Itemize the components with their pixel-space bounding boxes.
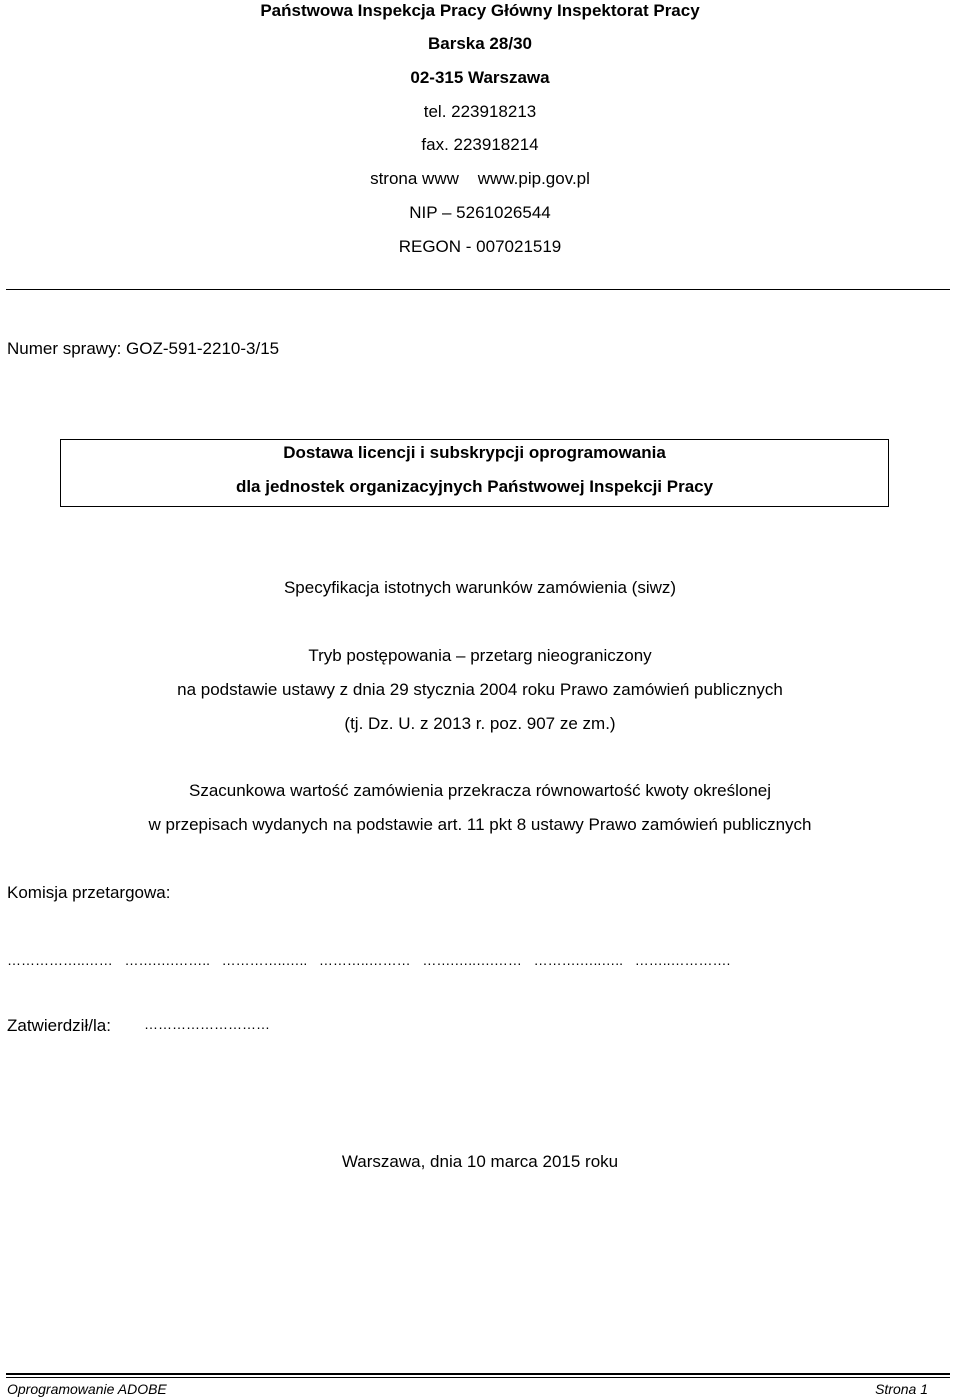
title-line-1: Dostawa licencji i subskrypcji oprogramowania — [283, 443, 666, 462]
procedure-line-3: (tj. Dz. U. z 2013 r. poz. 907 ze zm.) — [344, 714, 616, 733]
estimate-line-2: w przepisach wydanych na podstawie art. 11 pkt 8 ustawy Prawo zamówień publicznych — [148, 815, 812, 834]
case-number: Numer sprawy: GOZ-591-2210-3/15 — [7, 339, 280, 358]
footer-divider — [6, 1373, 950, 1375]
specification-heading: Specyfikacja istotnych warunków zamówienia (siwz) — [283, 578, 677, 597]
procedure-line-1: Tryb postępowania – przetarg nieograniczony — [308, 646, 652, 665]
header-divider — [6, 289, 950, 290]
org-tel: tel. 223918213 — [423, 102, 537, 121]
org-website: strona www www.pip.gov.pl — [370, 169, 590, 188]
estimate-line-1: Szacunkowa wartość zamówienia przekracza równowartość kwoty określonej — [188, 781, 772, 800]
committee-label: Komisja przetargowa: — [7, 883, 171, 902]
org-name: Państwowa Inspekcja Pracy Główny Inspektorat Pracy — [260, 1, 700, 20]
org-fax: fax. 223918214 — [421, 135, 539, 154]
org-nip: NIP – 5261026544 — [409, 203, 551, 222]
place-and-date: Warszawa, dnia 10 marca 2015 roku — [341, 1152, 619, 1171]
committee-signature-lines: ……………..…… …….….…….. …………..….. ………..……… …….…..….…… ……….…..….. ……..…………. — [7, 952, 731, 968]
procedure-line-2: na podstawie ustawy z dnia 29 stycznia 2004 roku Prawo zamówień publicznych — [177, 680, 783, 699]
footer-title: Oprogramowanie ADOBE — [7, 1381, 167, 1397]
org-city: 02-315 Warszawa — [410, 68, 550, 87]
title-box — [60, 439, 889, 507]
approved-signature-line: ……………………… — [144, 1016, 270, 1032]
page-number: Strona 1 — [875, 1381, 928, 1397]
title-line-2: dla jednostek organizacyjnych Państwowej Inspekcji Pracy — [235, 477, 714, 496]
footer-divider-thin — [6, 1377, 950, 1378]
org-regon: REGON - 007021519 — [398, 237, 562, 256]
org-street: Barska 28/30 — [428, 34, 532, 53]
approved-label: Zatwierdził/la: — [7, 1016, 111, 1035]
